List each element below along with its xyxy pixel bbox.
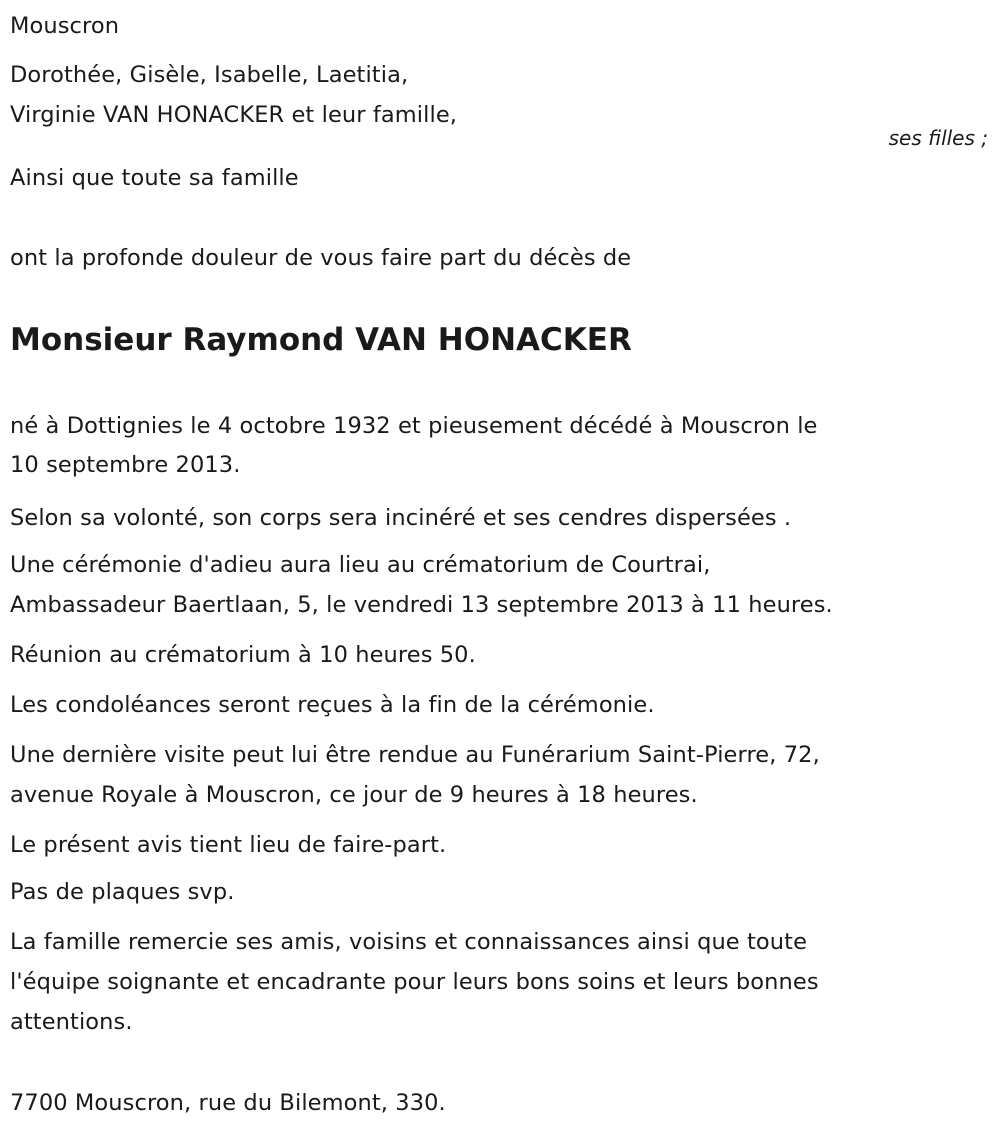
thanks-line-2: l'équipe soignante et encadrante pour leurs bons soins et leurs bonnes (10, 969, 819, 995)
thanks-line-1: La famille remercie ses amis, voisins et connaissances ainsi que toute (10, 929, 808, 955)
family-line-2: Virginie VAN HONACKER et leur famille, (10, 102, 458, 128)
family-line-1: Dorothée, Gisèle, Isabelle, Laetitia, (10, 62, 409, 88)
ceremony-line-2: Ambassadeur Baertlaan, 5, le vendredi 13 septembre 2013 à 11 heures. (10, 592, 833, 618)
no-plaques: Pas de plaques svp. (10, 879, 235, 905)
visit-line-1: Une dernière visite peut lui être rendue au Funérarium Saint-Pierre, 72, (10, 742, 820, 768)
ceremony-line-1: Une cérémonie d'adieu aura lieu au crématorium de Courtrai, (10, 552, 711, 578)
visit-line-2: avenue Royale à Mouscron, ce jour de 9 heures à 18 heures. (10, 782, 698, 808)
thanks-line-3: attentions. (10, 1009, 133, 1035)
wish: Selon sa volonté, son corps sera incinéré et ses cendres dispersées . (10, 505, 792, 531)
announcement: ont la profonde douleur de vous faire part du décès de (10, 245, 632, 271)
notice: Le présent avis tient lieu de faire-part. (10, 832, 447, 858)
condolences: Les condoléances seront reçues à la fin de la cérémonie. (10, 692, 655, 718)
deceased-name: Monsieur Raymond VAN HONACKER (10, 322, 632, 358)
family-others: Ainsi que toute sa famille (10, 165, 299, 191)
family-relation: ses filles ; (888, 126, 988, 150)
meeting: Réunion au crématorium à 10 heures 50. (10, 642, 476, 668)
address: 7700 Mouscron, rue du Bilemont, 330. (10, 1090, 446, 1116)
birth-death-line-1: né à Dottignies le 4 octobre 1932 et pieusement décédé à Mouscron le (10, 413, 818, 439)
city: Mouscron (10, 13, 120, 39)
birth-death-line-2: 10 septembre 2013. (10, 452, 241, 478)
